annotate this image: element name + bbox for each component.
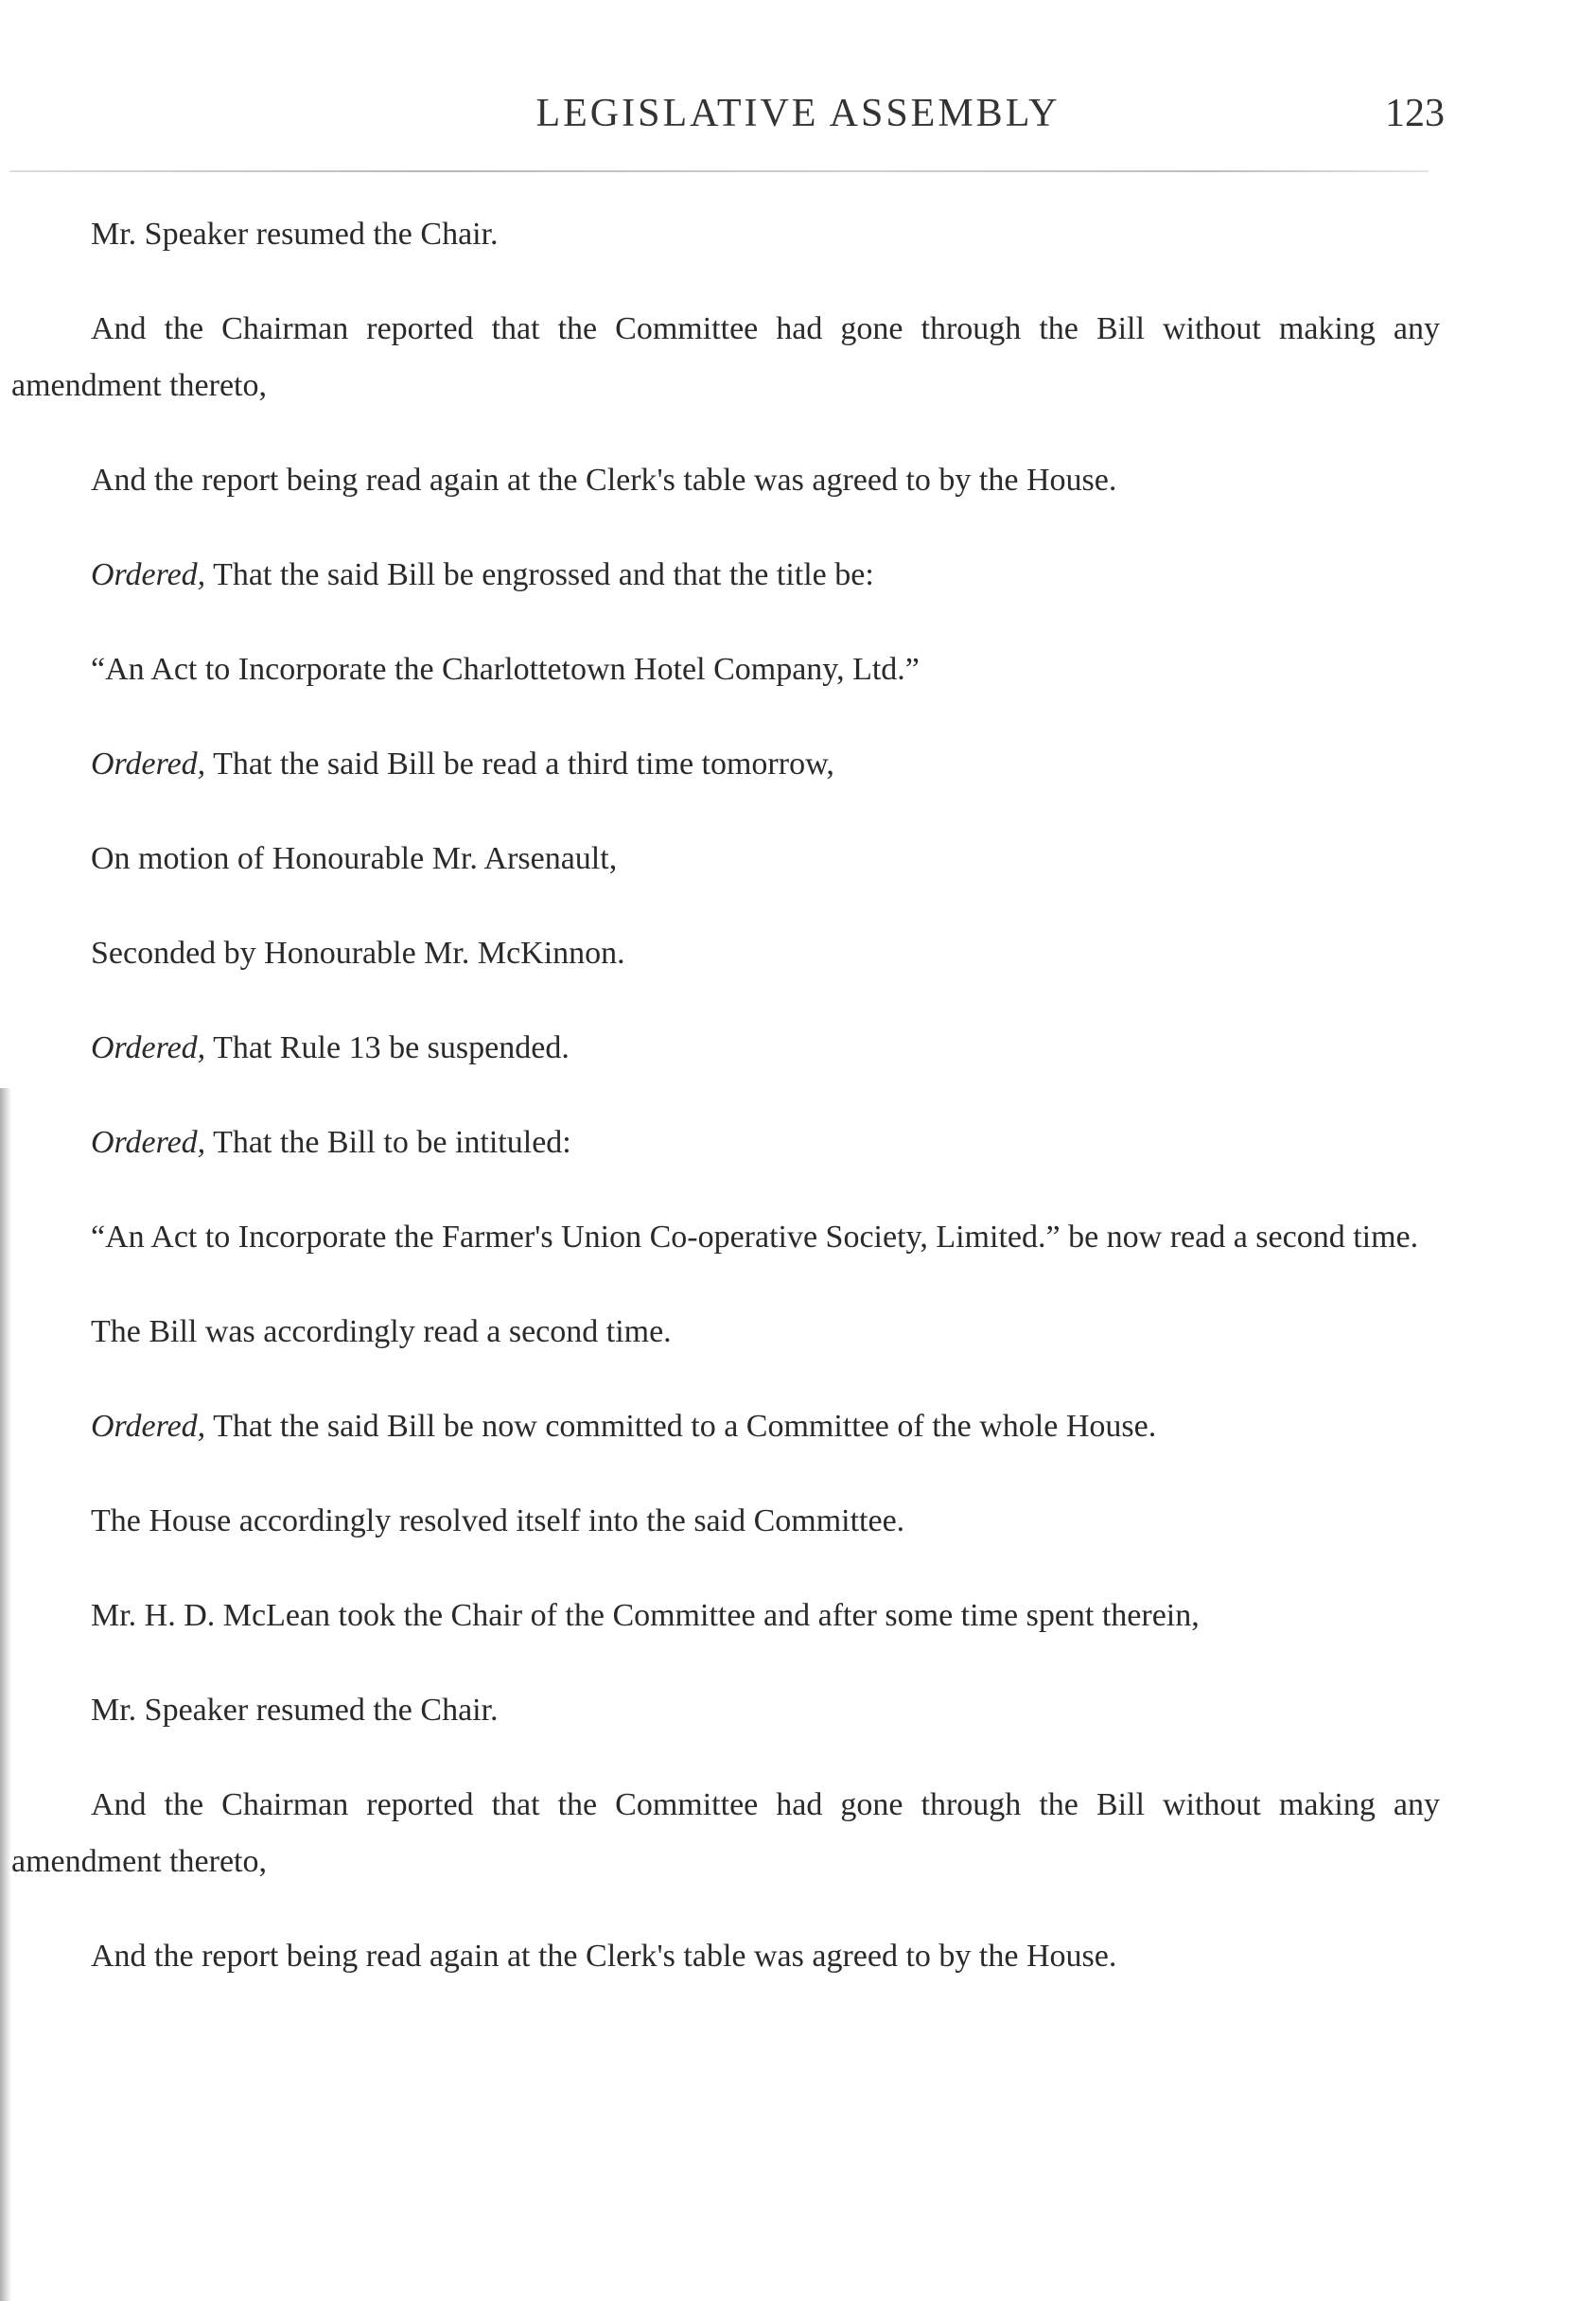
paragraph xyxy=(11,547,1440,604)
running-head: LEGISLATIVE ASSEMBLY xyxy=(535,92,1061,135)
paragraph-text: Mr. Speaker resumed the Chair. xyxy=(91,217,499,252)
page-edge-shadow xyxy=(0,1088,11,2301)
paragraph xyxy=(11,1493,1440,1550)
paragraph-text: That the said Bill be read a third time tomorrow, xyxy=(205,747,834,782)
paragraph-text: That Rule 13 be suspended. xyxy=(205,1030,570,1065)
paragraph-lead: Ordered, xyxy=(91,1125,206,1160)
paragraph xyxy=(11,452,1440,509)
paragraph xyxy=(11,1020,1440,1077)
paragraph-lead: Ordered, xyxy=(91,747,206,782)
paragraph-text: “An Act to Incorporate the Farmer's Union Co-operative Society, Limited.” be now read a second time. xyxy=(91,1220,1419,1255)
paragraph xyxy=(11,1928,1440,1985)
paragraph xyxy=(11,1304,1440,1361)
paragraph-text: And the Chairman reported that the Committee had gone through the Bill without making any amendment thereto, xyxy=(11,311,1440,403)
paragraph xyxy=(11,925,1440,982)
header-rule xyxy=(9,170,1429,172)
body-text xyxy=(11,206,1440,2023)
paragraph-text: Mr. Speaker resumed the Chair. xyxy=(91,1693,499,1728)
paragraph-lead: Ordered, xyxy=(91,557,206,592)
paragraph-text: And the Chairman reported that the Committee had gone through the Bill without making any amendment thereto, xyxy=(11,1787,1440,1879)
paragraph xyxy=(11,736,1440,793)
paragraph-text: “An Act to Incorporate the Charlottetown Hotel Company, Ltd.” xyxy=(91,652,920,687)
paragraph-text: That the said Bill be engrossed and that the title be: xyxy=(205,557,874,592)
paragraph xyxy=(11,641,1440,698)
page-header xyxy=(0,91,1596,148)
paragraph xyxy=(11,831,1440,887)
paragraph xyxy=(11,1115,1440,1171)
paragraph-text: Seconded by Honourable Mr. McKinnon. xyxy=(91,936,625,971)
paragraph-text: The House accordingly resolved itself into the said Committee. xyxy=(91,1503,905,1538)
paragraph xyxy=(11,1682,1440,1739)
paragraph-text: The Bill was accordingly read a second time. xyxy=(91,1314,672,1349)
paragraph-lead: Ordered, xyxy=(91,1030,206,1065)
paragraph xyxy=(11,1398,1440,1455)
paragraph xyxy=(11,301,1440,414)
paragraph xyxy=(11,1588,1440,1644)
paragraph-text: That the said Bill be now committed to a Committee of the whole House. xyxy=(205,1409,1157,1444)
paragraph xyxy=(11,1777,1440,1890)
paragraph xyxy=(11,1209,1440,1266)
paragraph-text: That the Bill to be intituled: xyxy=(205,1125,571,1160)
page-number: 123 xyxy=(1385,92,1445,135)
paragraph-text: And the report being read again at the Clerk's table was agreed to by the House. xyxy=(91,1939,1117,1974)
paragraph-text: Mr. H. D. McLean took the Chair of the Committee and after some time spent therein, xyxy=(91,1598,1200,1633)
paragraph-text: And the report being read again at the Clerk's table was agreed to by the House. xyxy=(91,463,1117,498)
paragraph-lead: Ordered, xyxy=(91,1409,206,1444)
paragraph-text: On motion of Honourable Mr. Arsenault, xyxy=(91,841,618,876)
paragraph xyxy=(11,206,1440,263)
